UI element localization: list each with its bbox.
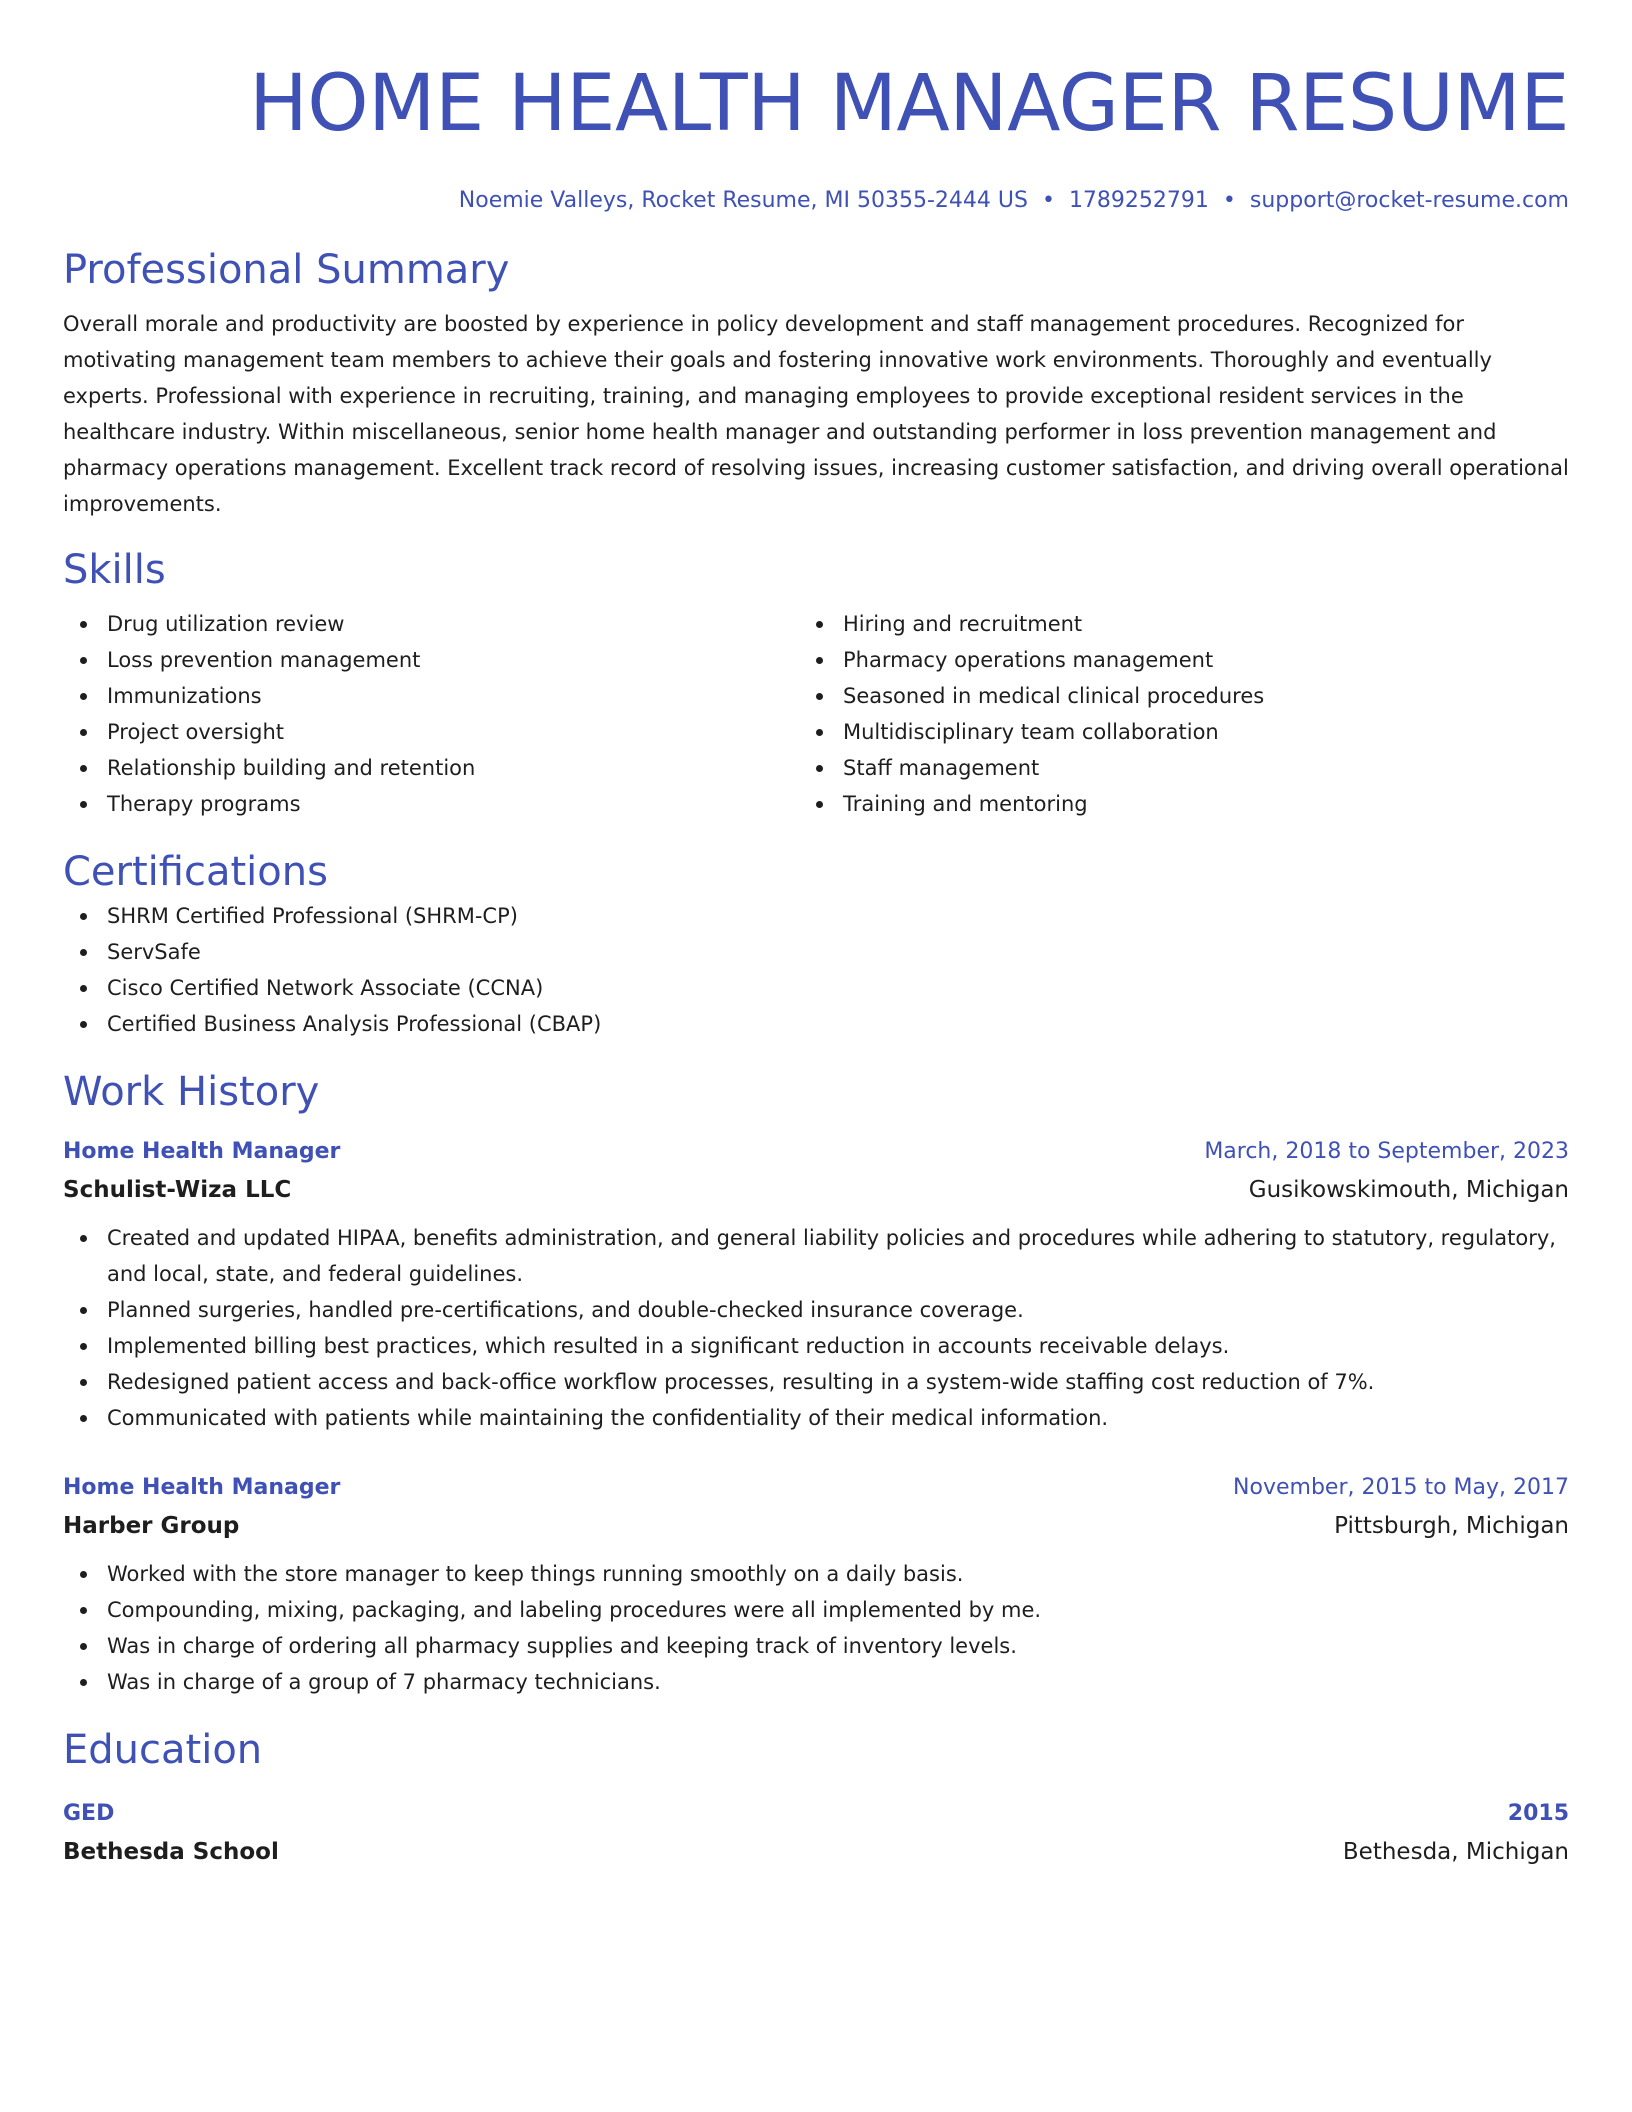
contact-address: Noemie Valleys, Rocket Resume, MI 50355-2444 US [458,188,1028,213]
bullet-dot [80,985,87,992]
job-bullet: Created and updated HIPAA, benefits administration, and general liability policies and procedures while adhering to statutory, regulatory, and local, state, and federal guidelines. [63,1220,1569,1292]
contact-email: support@rocket-resume.com [1249,188,1569,213]
contact-separator: • [1222,188,1236,213]
skill-item: Seasoned in medical clinical procedures [799,678,1535,714]
skill-item: Relationship building and retention [63,750,799,786]
bullet-dot [816,765,823,772]
skill-item: Loss prevention management [63,642,799,678]
bullet-dot [80,1607,87,1614]
resume-title: HOME HEALTH MANAGER RESUME [249,59,1569,149]
summary-heading: Professional Summary [63,247,510,293]
bullet-dot [816,693,823,700]
summary-text: Overall morale and productivity are boosted by experience in policy development and staff management procedures. Recognized for motivating management team members to achieve their goals and fostering innovative work environments. Thoroughly and eventually experts. Professional with experience in recruiting, training, and managing employees to provide exceptional resident services in the healthcare industry. Within miscellaneous, senior home health manager and outstanding performer in loss prevention management and pharmacy operations management. Excellent track record of resolving issues, increasing customer satisfaction, and driving overall operational improvements. [63,312,1569,516]
bullet-dot [80,1307,87,1314]
bullet-dot [80,1021,87,1028]
skills-list [63,606,1569,822]
job-bullet: Was in charge of a group of 7 pharmacy technicians. [63,1664,1569,1700]
company-name: Schulist-Wiza LLC [63,1177,292,1203]
bullet-dot [80,621,87,628]
job-bullets [63,1556,1569,1700]
skill-item: Immunizations [63,678,799,714]
skills-column-right [799,606,1535,822]
skill-item: Therapy programs [63,786,799,822]
skill-item: Training and mentoring [799,786,1535,822]
job-bullet: Redesigned patient access and back-office workflow processes, resulting in a system-wide staffing cost reduction of 7%. [63,1364,1569,1400]
education-entry [63,1796,1569,1872]
skills-column-left [63,606,799,822]
job-bullet: Compounding, mixing, packaging, and labeling procedures were all implemented by me. [63,1592,1569,1628]
skill-item: Drug utilization review [63,606,799,642]
certifications-list [63,898,1569,1042]
job-location: Gusikowskimouth, Michigan [1248,1177,1569,1203]
education-heading: Education [63,1727,263,1773]
job-title: Home Health Manager [63,1475,341,1500]
skills-heading: Skills [63,547,166,593]
job-title: Home Health Manager [63,1139,341,1164]
bullet-dot [80,1343,87,1350]
job-bullet: Was in charge of ordering all pharmacy supplies and keeping track of inventory levels. [63,1628,1569,1664]
bullet-dot [80,1571,87,1578]
work-entry [63,1470,1569,1700]
skill-item: Pharmacy operations management [799,642,1535,678]
school-location: Bethesda, Michigan [1342,1839,1569,1865]
skill-item: Multidisciplinary team collaboration [799,714,1535,750]
bullet-dot [80,949,87,956]
bullet-dot [816,621,823,628]
bullet-dot [80,729,87,736]
company-name: Harber Group [63,1513,240,1539]
certification-item: Certified Business Analysis Professional (CBAP) [63,1006,1569,1042]
skill-item: Project oversight [63,714,799,750]
job-bullet: Worked with the store manager to keep things running smoothly on a daily basis. [63,1556,1569,1592]
certifications-heading: Certifications [63,849,328,895]
bullet-dot [80,693,87,700]
education-year: 2015 [1507,1801,1569,1826]
job-dates: March, 2018 to September, 2023 [1204,1139,1569,1164]
bullet-dot [80,913,87,920]
contact-line [63,186,1569,216]
bullet-dot [816,657,823,664]
degree: GED [63,1801,115,1826]
bullet-dot [80,657,87,664]
bullet-dot [816,801,823,808]
bullet-dot [816,729,823,736]
job-dates: November, 2015 to May, 2017 [1233,1475,1569,1500]
certification-item: SHRM Certified Professional (SHRM-CP) [63,898,1569,934]
job-bullet: Implemented billing best practices, which resulted in a significant reduction in accounts receivable delays. [63,1328,1569,1364]
bullet-dot [80,765,87,772]
contact-separator: • [1041,188,1055,213]
job-location: Pittsburgh, Michigan [1334,1513,1569,1539]
skill-item: Hiring and recruitment [799,606,1535,642]
certification-item: ServSafe [63,934,1569,970]
bullet-dot [80,1679,87,1686]
bullet-dot [80,1415,87,1422]
contact-phone: 1789252791 [1068,188,1209,213]
bullet-dot [80,801,87,808]
work-entry [63,1134,1569,1436]
bullet-dot [80,1643,87,1650]
job-bullet: Communicated with patients while maintaining the confidentiality of their medical information. [63,1400,1569,1436]
school-name: Bethesda School [63,1839,279,1865]
bullet-dot [80,1379,87,1386]
job-bullets [63,1220,1569,1436]
skill-item: Staff management [799,750,1535,786]
job-bullet: Planned surgeries, handled pre-certifications, and double-checked insurance coverage. [63,1292,1569,1328]
certification-item: Cisco Certified Network Associate (CCNA) [63,970,1569,1006]
work-history-heading: Work History [63,1069,320,1115]
bullet-dot [80,1235,87,1242]
